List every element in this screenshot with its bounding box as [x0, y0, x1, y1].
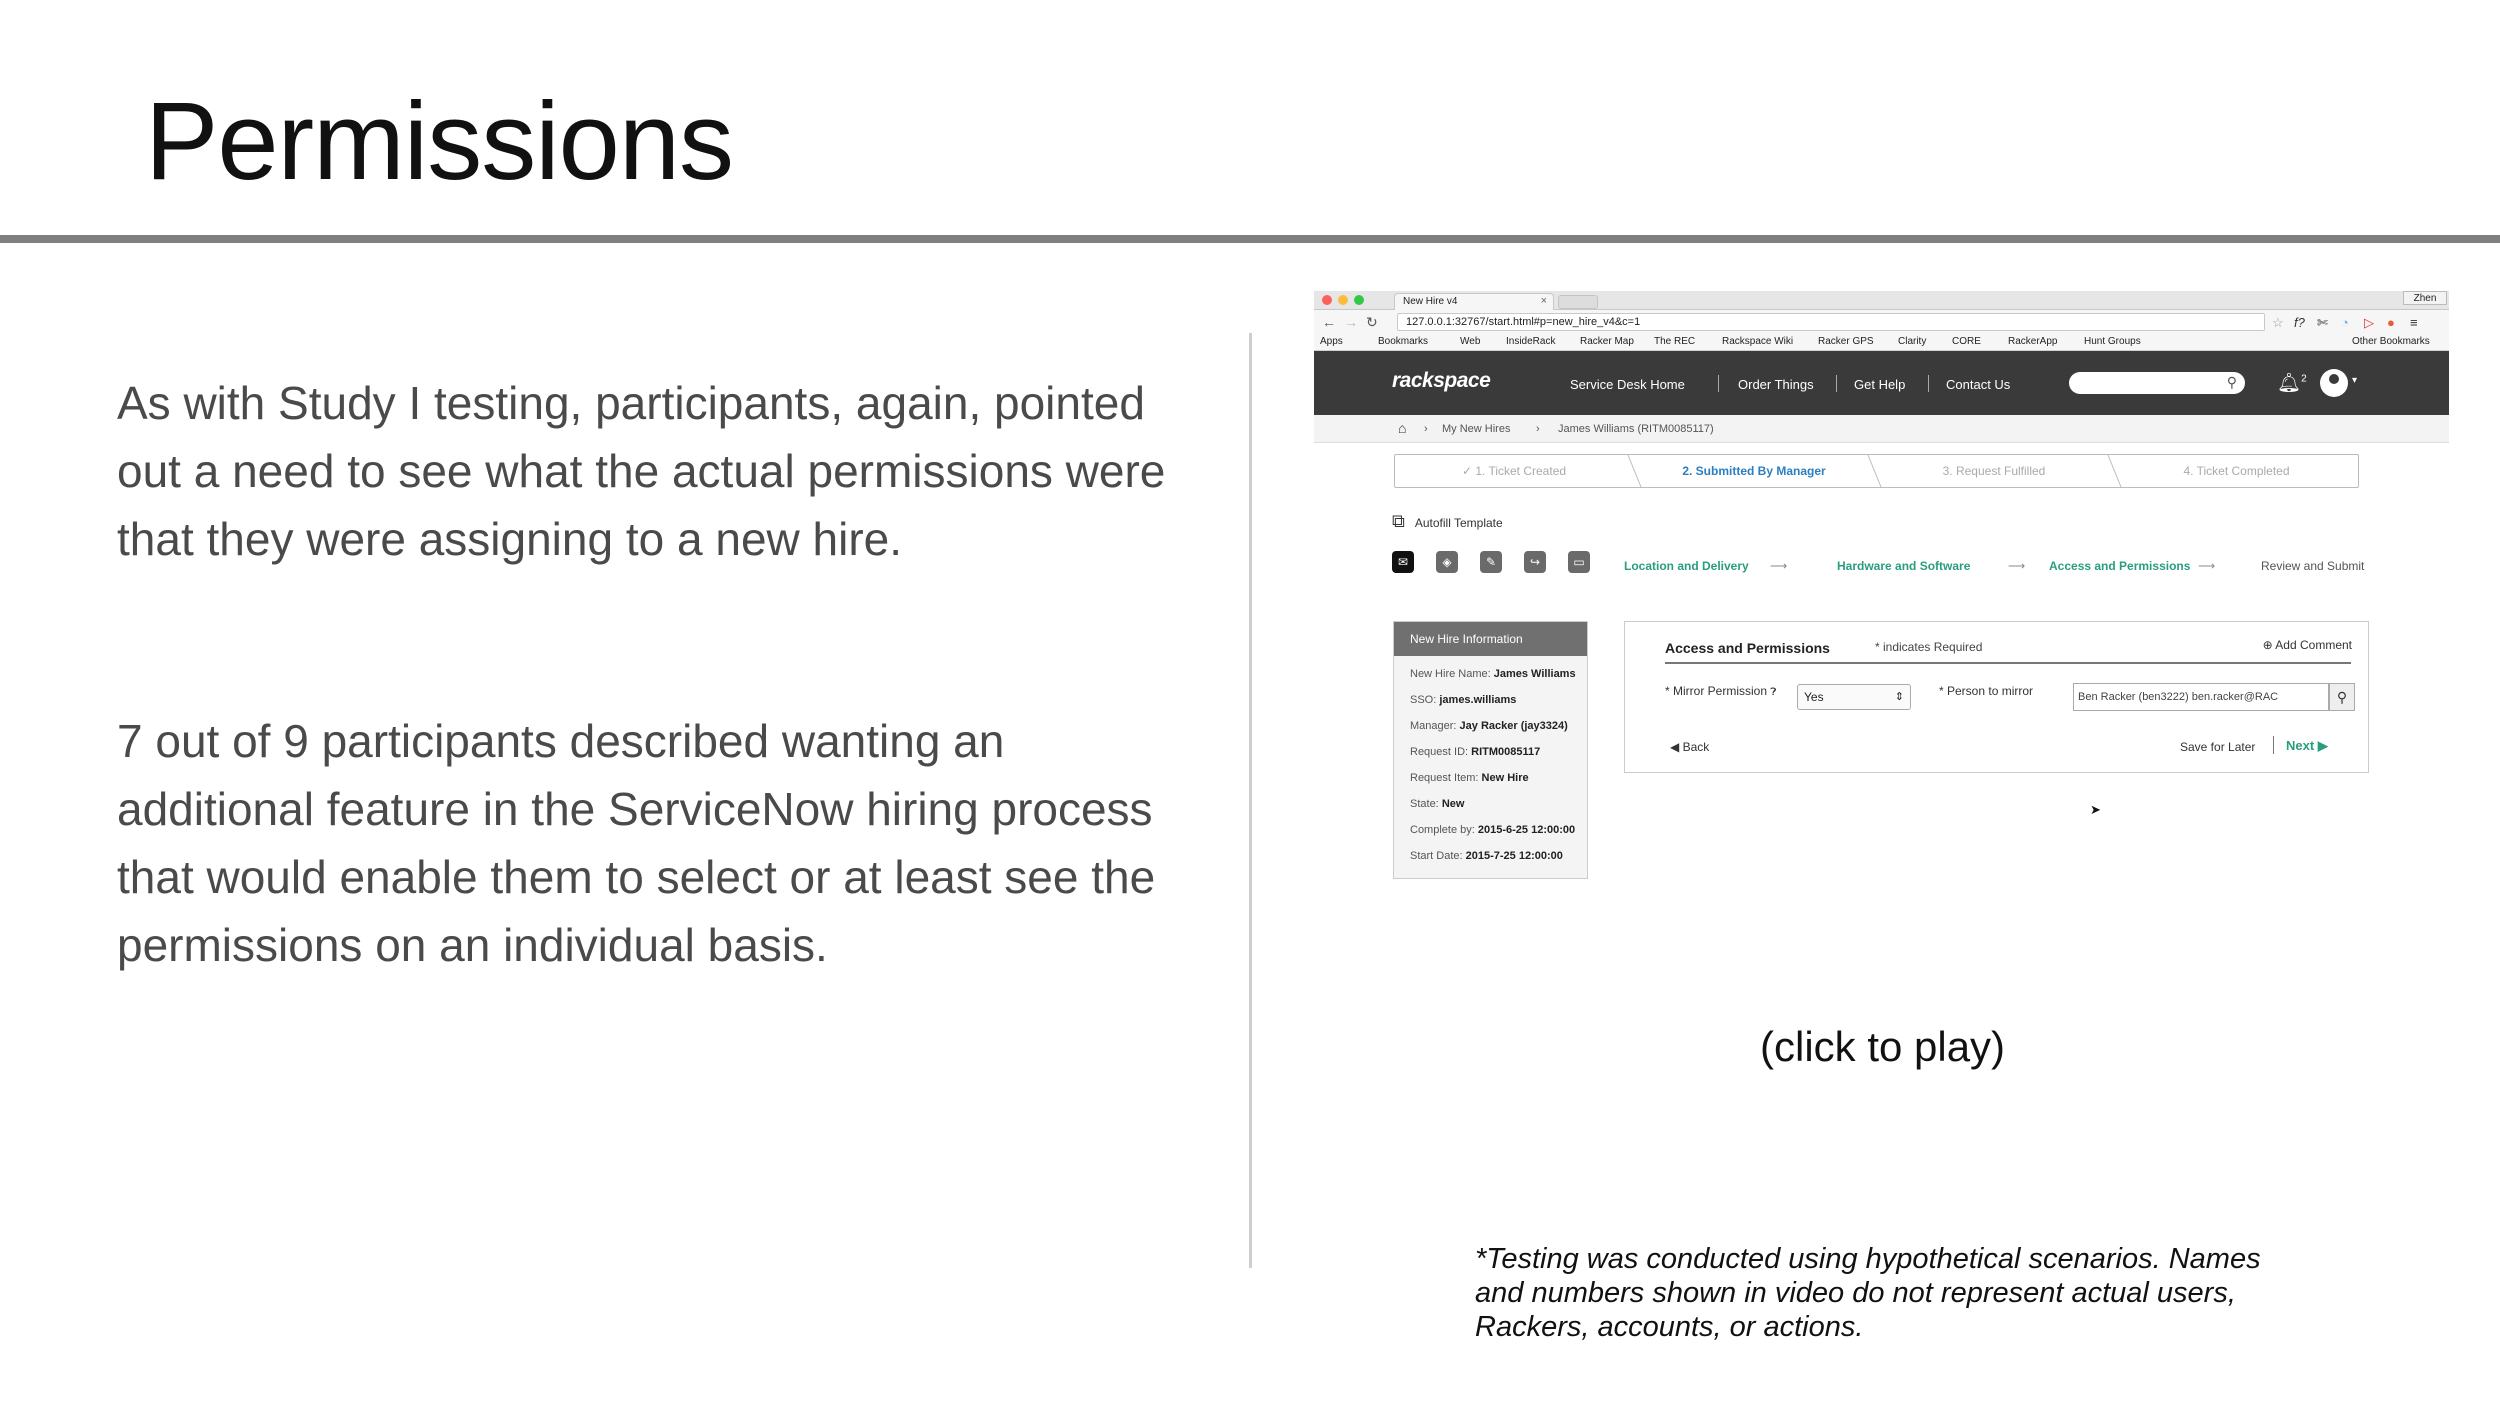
breadcrumb-my-new-hires[interactable]: My New Hires: [1442, 423, 1511, 435]
info-row: Manager: Jay Racker (jay3324): [1410, 720, 1568, 732]
function-ext-icon[interactable]: f?: [2294, 315, 2305, 330]
nav-contact-us[interactable]: Contact Us: [1946, 377, 2011, 392]
bookmarks-bar: [1314, 334, 2449, 351]
nav-get-help[interactable]: Get Help: [1854, 377, 1906, 392]
button-separator: [2273, 736, 2274, 754]
nav-separator: [1718, 375, 1719, 392]
bookmark-apps[interactable]: Apps: [1320, 336, 1343, 347]
new-tab-button[interactable]: [1558, 295, 1598, 309]
step-request-fulfilled: 3. Request Fulfilled: [1942, 464, 2046, 478]
zoom-window-icon[interactable]: [1354, 295, 1364, 305]
info-row: SSO: james.williams: [1410, 694, 1517, 706]
nav-separator: [1928, 375, 1929, 392]
step-ticket-completed: 4. Ticket Completed: [2183, 464, 2290, 478]
click-to-play-caption[interactable]: (click to play): [1760, 1023, 2006, 1070]
address-bar-row: [1314, 310, 2449, 334]
bookmark-hunt-groups[interactable]: Hunt Groups: [2084, 336, 2141, 347]
access-permissions-form: [1624, 621, 2369, 773]
tab-title: New Hire v4: [1403, 296, 1458, 307]
search-icon[interactable]: ⚲: [2329, 683, 2355, 711]
person-to-mirror-label: * Person to mirror: [1939, 684, 2034, 698]
form-divider: [1665, 662, 2351, 664]
search-icon[interactable]: ⚲: [2226, 374, 2237, 390]
form-title: Access and Permissions: [1665, 640, 1830, 656]
mouse-cursor-icon: ➤: [2090, 802, 2101, 817]
new-hire-info-panel: [1393, 621, 1588, 879]
slide-title: Permissions: [145, 80, 734, 203]
title-divider: [0, 235, 2500, 243]
flow-hardware-software[interactable]: Hardware and Software: [1837, 559, 1971, 573]
paragraph-1: As with Study I testing, participants, again, pointed out a need to see what the actual permissions were that they were assigning to a new hire.: [117, 377, 1166, 565]
video-screenshot[interactable]: [1314, 291, 2449, 862]
chevron-down-icon[interactable]: ▾: [2352, 375, 2358, 386]
share-icon[interactable]: ↪: [1524, 551, 1546, 573]
attachment-icon[interactable]: ✎: [1480, 551, 1502, 573]
reload-icon[interactable]: ↻: [1366, 314, 1378, 330]
notification-count: 2: [2301, 373, 2307, 385]
nav-order-things[interactable]: Order Things: [1738, 377, 1814, 392]
star-icon[interactable]: ☆: [2272, 315, 2284, 330]
help-icon[interactable]: ❓︎: [1770, 687, 1777, 698]
close-icon[interactable]: ×: [1540, 295, 1547, 307]
add-comment-button[interactable]: ⊕ Add Comment: [2262, 638, 2352, 652]
breadcrumb: [1314, 415, 2449, 443]
flow-review-submit[interactable]: Review and Submit: [2261, 559, 2365, 573]
copy-icon: ⧉: [1392, 511, 1405, 531]
bookmark-racker-map[interactable]: Racker Map: [1580, 336, 1634, 347]
vegan-ext-icon[interactable]: ✄: [2317, 315, 2328, 330]
site-header: [1314, 351, 2449, 415]
chevron-right-circle-icon: ▶: [2317, 738, 2328, 753]
arrow-right-icon: ⟶: [1770, 559, 1788, 573]
back-button[interactable]: ◀ Back: [1670, 740, 1710, 754]
comment-icon[interactable]: ▭: [1568, 551, 1590, 573]
mirror-permission-select[interactable]: Yes ⇕: [1797, 684, 1911, 710]
avatar[interactable]: [2320, 369, 2348, 397]
chevron-left-circle-icon: ◀: [1670, 740, 1680, 754]
flow-location-delivery[interactable]: Location and Delivery: [1624, 559, 1749, 573]
save-for-later-button[interactable]: Save for Later: [2180, 740, 2256, 754]
nav-service-desk-home[interactable]: Service Desk Home: [1570, 377, 1685, 392]
bookmark-insiderack[interactable]: InsideRack: [1506, 336, 1556, 347]
menu-icon[interactable]: ≡: [2410, 315, 2418, 330]
cloud-ext-icon[interactable]: ◔: [2341, 315, 2349, 330]
column-divider: [1249, 333, 1252, 1268]
person-to-mirror-input[interactable]: Ben Racker (ben3222) ben.racker@RAC: [2073, 683, 2329, 711]
nav-separator: [1836, 375, 1837, 392]
other-bookmarks[interactable]: Other Bookmarks: [2352, 336, 2430, 347]
site-search-input[interactable]: [2069, 372, 2245, 394]
browser-tab[interactable]: [1394, 293, 1554, 310]
back-arrow-icon[interactable]: ←: [1322, 314, 1336, 330]
rackspace-logo[interactable]: rackspace: [1392, 369, 1491, 392]
autofill-template-link[interactable]: ⧉ Autofill Template: [1392, 511, 1503, 531]
record-ext-icon[interactable]: ●: [2387, 315, 2395, 330]
paragraph-2: 7 out of 9 participants described wanting an additional feature in the ServiceNow hiring process that would enable them to select or at least see the permissions on an individual basis.: [117, 715, 1156, 971]
step-submitted-by-manager: 2. Submitted By Manager: [1682, 464, 1826, 478]
step-ticket-created: ✓ 1. Ticket Created: [1461, 464, 1567, 478]
bookmark-racker-gps[interactable]: Racker GPS: [1818, 336, 1874, 347]
chevron-right-icon: ›: [1424, 423, 1428, 435]
next-button[interactable]: Next ▶: [2286, 738, 2328, 753]
close-window-icon[interactable]: [1322, 295, 1332, 305]
minimize-window-icon[interactable]: [1338, 295, 1348, 305]
info-row: Request Item: New Hire: [1410, 772, 1529, 784]
arrow-right-icon: ⟶: [2198, 559, 2216, 573]
info-row: New Hire Name: James Williams: [1410, 668, 1576, 680]
progress-steps: [1394, 454, 2359, 488]
info-row: Complete by: 2015-6-25 12:00:00: [1410, 824, 1576, 836]
bookmark-bookmarks[interactable]: Bookmarks: [1378, 336, 1429, 347]
bookmark-rackspace-wiki[interactable]: Rackspace Wiki: [1722, 336, 1794, 347]
tag-icon[interactable]: ◈: [1436, 551, 1458, 573]
bookmark-the-rec[interactable]: The REC: [1654, 336, 1696, 347]
mirror-permission-label: * Mirror Permission ❓︎: [1665, 684, 1777, 698]
disclaimer-note: *Testing was conducted using hypothetical scenarios. Names and numbers shown in video do not represent actual users, Rackers, accounts, or actions.: [1475, 1243, 2261, 1343]
info-row: State: New: [1410, 798, 1465, 810]
home-icon[interactable]: ⌂: [1398, 420, 1407, 436]
info-row: Request ID: RITM0085117: [1410, 746, 1541, 758]
breadcrumb-current: James Williams (RITM0085117): [1558, 423, 1714, 435]
bookmark-core[interactable]: CORE: [1952, 336, 1981, 347]
required-note: * indicates Required: [1875, 640, 1983, 654]
bookmark-clarity[interactable]: Clarity: [1898, 336, 1927, 347]
browser-tabstrip: [1314, 291, 2449, 310]
bookmark-web[interactable]: Web: [1460, 336, 1481, 347]
flag-ext-icon[interactable]: ▷: [2364, 315, 2374, 330]
panel-heading: New Hire Information: [1394, 622, 1587, 656]
url-input[interactable]: 127.0.0.1:32767/start.html#p=new_hire_v4&c=1: [1397, 313, 2265, 331]
arrow-right-icon: ⟶: [2008, 559, 2026, 573]
chevron-right-icon: ›: [1536, 423, 1540, 435]
info-row: Start Date: 2015-7-25 12:00:00: [1410, 850, 1563, 862]
notification-bell-icon[interactable]: 🔔︎$^2$: [2277, 373, 2307, 394]
flow-access-permissions[interactable]: Access and Permissions: [2049, 559, 2191, 573]
email-icon[interactable]: ✉: [1392, 551, 1414, 573]
web-page: [1314, 351, 2449, 862]
profile-chip[interactable]: Zhen: [2403, 291, 2447, 305]
bookmark-rackerapp[interactable]: RackerApp: [2008, 336, 2058, 347]
plus-circle-icon: ⊕: [2262, 638, 2273, 652]
forward-arrow-icon[interactable]: →: [1344, 314, 1358, 330]
